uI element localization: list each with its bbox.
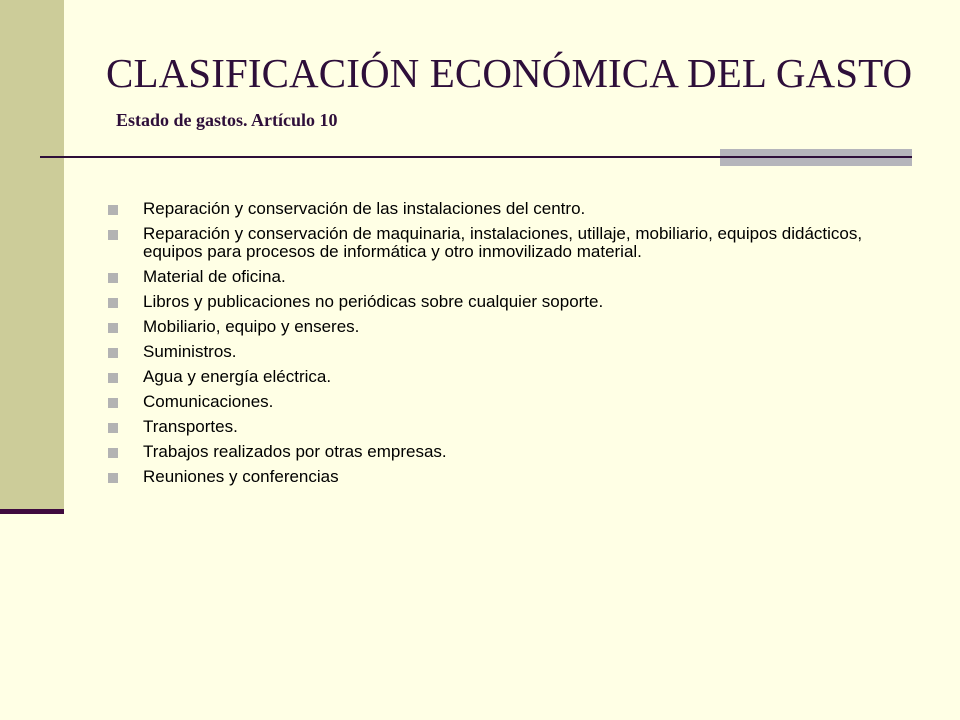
list-item-text: Reparación y conservación de las instalaciones del centro. (143, 199, 586, 218)
list-item-text: Material de oficina. (143, 267, 286, 286)
list-item-text: Mobiliario, equipo y enseres. (143, 317, 360, 336)
list-item (108, 200, 908, 218)
square-bullet-icon (108, 273, 118, 283)
list-item (108, 268, 908, 286)
slide-title: CLASIFICACIÓN ECONÓMICA DEL GASTO (106, 50, 913, 96)
bullet-list (108, 200, 908, 493)
square-bullet-icon (108, 423, 118, 433)
list-item (108, 443, 908, 461)
list-item-text: Reuniones y conferencias (143, 467, 339, 486)
square-bullet-icon (108, 323, 118, 333)
list-item-text: Suministros. (143, 342, 237, 361)
square-bullet-icon (108, 205, 118, 215)
list-item (108, 343, 908, 361)
divider-accent-line (720, 156, 912, 158)
list-item (108, 368, 908, 386)
list-item-text: Libros y publicaciones no periódicas sobre cualquier soporte. (143, 292, 604, 311)
list-item (108, 393, 908, 411)
list-item-text: Transportes. (143, 417, 238, 436)
square-bullet-icon (108, 348, 118, 358)
list-item-text: Reparación y conservación de maquinaria, instalaciones, utillaje, mobiliario, equipos didácticos, equipos para procesos de informática y otro inmovilizado material. (143, 224, 863, 261)
square-bullet-icon (108, 373, 118, 383)
list-item-text: Agua y energía eléctrica. (143, 367, 332, 386)
list-item (108, 418, 908, 436)
square-bullet-icon (108, 230, 118, 240)
left-sidebar-bar (0, 0, 64, 511)
square-bullet-icon (108, 448, 118, 458)
list-item (108, 468, 908, 486)
list-item (108, 225, 908, 261)
slide-subtitle: Estado de gastos. Artículo 10 (116, 110, 338, 130)
list-item-text: Comunicaciones. (143, 392, 274, 411)
left-sidebar-cap (0, 509, 64, 514)
square-bullet-icon (108, 298, 118, 308)
list-item (108, 293, 908, 311)
square-bullet-icon (108, 473, 118, 483)
list-item-text: Trabajos realizados por otras empresas. (143, 442, 447, 461)
square-bullet-icon (108, 398, 118, 408)
list-item (108, 318, 908, 336)
